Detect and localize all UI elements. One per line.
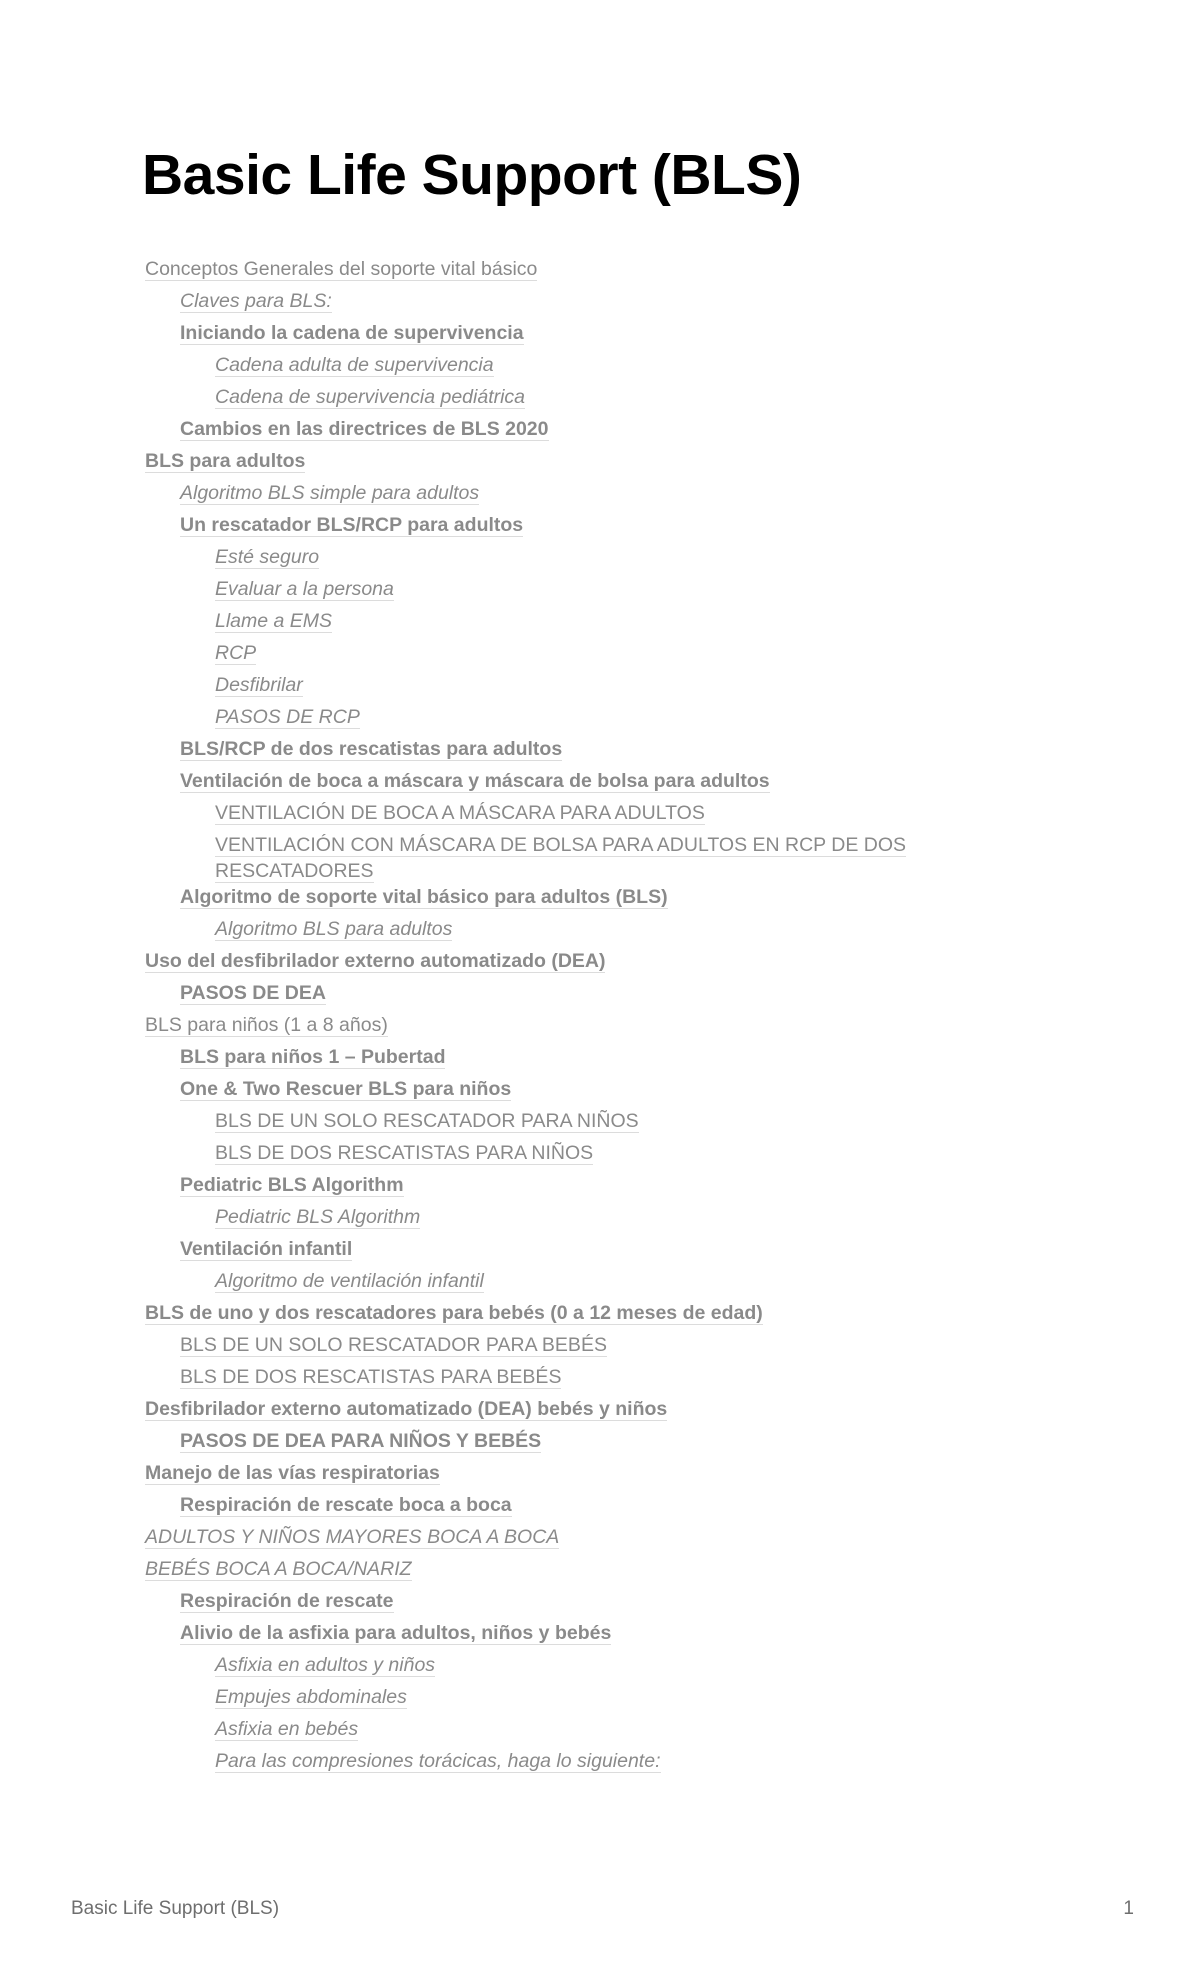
toc-link[interactable]: VENTILACIÓN DE BOCA A MÁSCARA PARA ADULTOS (215, 802, 705, 824)
toc-entry (145, 1684, 985, 1716)
toc-entry (145, 640, 985, 672)
toc-link[interactable]: Asfixia en bebés (215, 1718, 359, 1740)
toc-entry (145, 1524, 985, 1556)
toc-entry (145, 1716, 985, 1748)
toc-link[interactable]: BLS para niños (1 a 8 años) (145, 1014, 388, 1036)
toc-link[interactable]: Ventilación de boca a máscara y máscara de bolsa para adultos (180, 770, 770, 792)
toc-link[interactable]: Algoritmo BLS simple para adultos (180, 482, 480, 504)
footer-page-number: 1 (1123, 1898, 1134, 1919)
toc-link[interactable]: Un rescatador BLS/RCP para adultos (180, 514, 524, 536)
toc-link[interactable]: Para las compresiones torácicas, haga lo siguiente: (215, 1750, 661, 1772)
toc-entry (145, 416, 985, 448)
toc-entry (145, 1236, 985, 1268)
toc-link[interactable]: PASOS DE DEA PARA NIÑOS Y BEBÉS (180, 1430, 542, 1452)
toc-link[interactable]: Algoritmo de soporte vital básico para adultos (BLS) (180, 886, 668, 908)
toc-entry (145, 1172, 985, 1204)
toc-link[interactable]: Cadena adulta de supervivencia (215, 354, 494, 376)
toc-link[interactable]: BLS/RCP de dos rescatistas para adultos (180, 738, 563, 760)
toc-link[interactable]: Claves para BLS: (180, 290, 332, 312)
toc-link[interactable]: Alivio de la asfixia para adultos, niños y bebés (180, 1622, 612, 1644)
table-of-contents (145, 256, 985, 1780)
toc-entry (145, 1108, 985, 1140)
toc-entry (145, 320, 985, 352)
toc-entry (145, 1044, 985, 1076)
toc-link[interactable]: Cambios en las directrices de BLS 2020 (180, 418, 549, 440)
toc-link[interactable]: PASOS DE RCP (215, 706, 360, 728)
toc-link[interactable]: Pediatric BLS Algorithm (215, 1206, 421, 1228)
toc-link[interactable]: Ventilación infantil (180, 1238, 353, 1260)
toc-link[interactable]: BLS DE DOS RESCATISTAS PARA BEBÉS (180, 1366, 562, 1388)
toc-entry (145, 384, 985, 416)
page-title: Basic Life Support (BLS) (142, 143, 802, 207)
toc-link[interactable]: Evaluar a la persona (215, 578, 394, 600)
toc-entry (145, 608, 985, 640)
toc-entry (145, 1332, 985, 1364)
toc-link[interactable]: Empujes abdominales (215, 1686, 407, 1708)
toc-entry (145, 1748, 985, 1780)
toc-link[interactable]: BLS de uno y dos rescatadores para bebés (0 a 12 meses de edad) (145, 1302, 763, 1324)
toc-entry (145, 1076, 985, 1108)
toc-entry (145, 480, 985, 512)
toc-entry (145, 1652, 985, 1684)
toc-entry (145, 672, 985, 704)
toc-entry (145, 1364, 985, 1396)
toc-link[interactable]: Esté seguro (215, 546, 320, 568)
toc-entry (145, 512, 985, 544)
toc-link[interactable]: BLS DE DOS RESCATISTAS PARA NIÑOS (215, 1142, 594, 1164)
toc-link[interactable]: RCP (215, 642, 257, 664)
toc-entry (145, 800, 985, 832)
toc-entry (145, 736, 985, 768)
toc-entry (145, 916, 985, 948)
toc-link[interactable]: Desfibrilar (215, 674, 303, 696)
toc-link[interactable]: Respiración de rescate (180, 1590, 394, 1612)
toc-entry (145, 704, 985, 736)
toc-entry (145, 980, 985, 1012)
toc-link[interactable]: Iniciando la cadena de supervivencia (180, 322, 524, 344)
toc-link[interactable]: BLS para adultos (145, 450, 306, 472)
toc-link[interactable]: ADULTOS Y NIÑOS MAYORES BOCA A BOCA (145, 1526, 560, 1548)
toc-entry (145, 884, 985, 916)
toc-entry (145, 576, 985, 608)
toc-entry (145, 1204, 985, 1236)
toc-link[interactable]: Llame a EMS (215, 610, 333, 632)
toc-entry (145, 1556, 985, 1588)
toc-link[interactable]: Algoritmo de ventilación infantil (215, 1270, 484, 1292)
toc-entry (145, 1588, 985, 1620)
footer-document-title: Basic Life Support (BLS) (71, 1898, 280, 1919)
toc-link[interactable]: Pediatric BLS Algorithm (180, 1174, 404, 1196)
toc-entry (145, 256, 985, 288)
toc-link[interactable]: Desfibrilador externo automatizado (DEA) bebés y niños (145, 1398, 668, 1420)
toc-link[interactable]: BLS DE UN SOLO RESCATADOR PARA NIÑOS (215, 1110, 639, 1132)
toc-link[interactable]: Respiración de rescate boca a boca (180, 1494, 512, 1516)
toc-entry (145, 948, 985, 980)
toc-link[interactable]: Cadena de supervivencia pediátrica (215, 386, 526, 408)
toc-entry (145, 768, 985, 800)
toc-link[interactable]: Manejo de las vías respiratorias (145, 1462, 440, 1484)
toc-entry (145, 1012, 985, 1044)
toc-link[interactable]: BLS para niños 1 – Pubertad (180, 1046, 446, 1068)
toc-link[interactable]: Conceptos Generales del soporte vital básico (145, 258, 538, 280)
toc-link[interactable]: Algoritmo BLS para adultos (215, 918, 453, 940)
toc-link[interactable]: Uso del desfibrilador externo automatizado (DEA) (145, 950, 606, 972)
toc-entry (145, 1300, 985, 1332)
toc-entry (145, 288, 985, 320)
toc-entry (145, 352, 985, 384)
toc-entry (145, 1620, 985, 1652)
toc-entry (145, 1460, 985, 1492)
toc-entry (145, 1428, 985, 1460)
toc-link[interactable]: PASOS DE DEA (180, 982, 326, 1004)
toc-entry (145, 1140, 985, 1172)
toc-entry (145, 1492, 985, 1524)
toc-entry (145, 1268, 985, 1300)
toc-entry (145, 544, 985, 576)
toc-link[interactable]: VENTILACIÓN CON MÁSCARA DE BOLSA PARA ADULTOS EN RCP DE DOS RESCATADORES (215, 834, 906, 882)
toc-link[interactable]: One & Two Rescuer BLS para niños (180, 1078, 512, 1100)
toc-entry (145, 832, 985, 884)
toc-link[interactable]: BEBÉS BOCA A BOCA/NARIZ (145, 1558, 412, 1580)
toc-entry (145, 448, 985, 480)
toc-link[interactable]: Asfixia en adultos y niños (215, 1654, 436, 1676)
toc-link[interactable]: BLS DE UN SOLO RESCATADOR PARA BEBÉS (180, 1334, 607, 1356)
toc-entry (145, 1396, 985, 1428)
